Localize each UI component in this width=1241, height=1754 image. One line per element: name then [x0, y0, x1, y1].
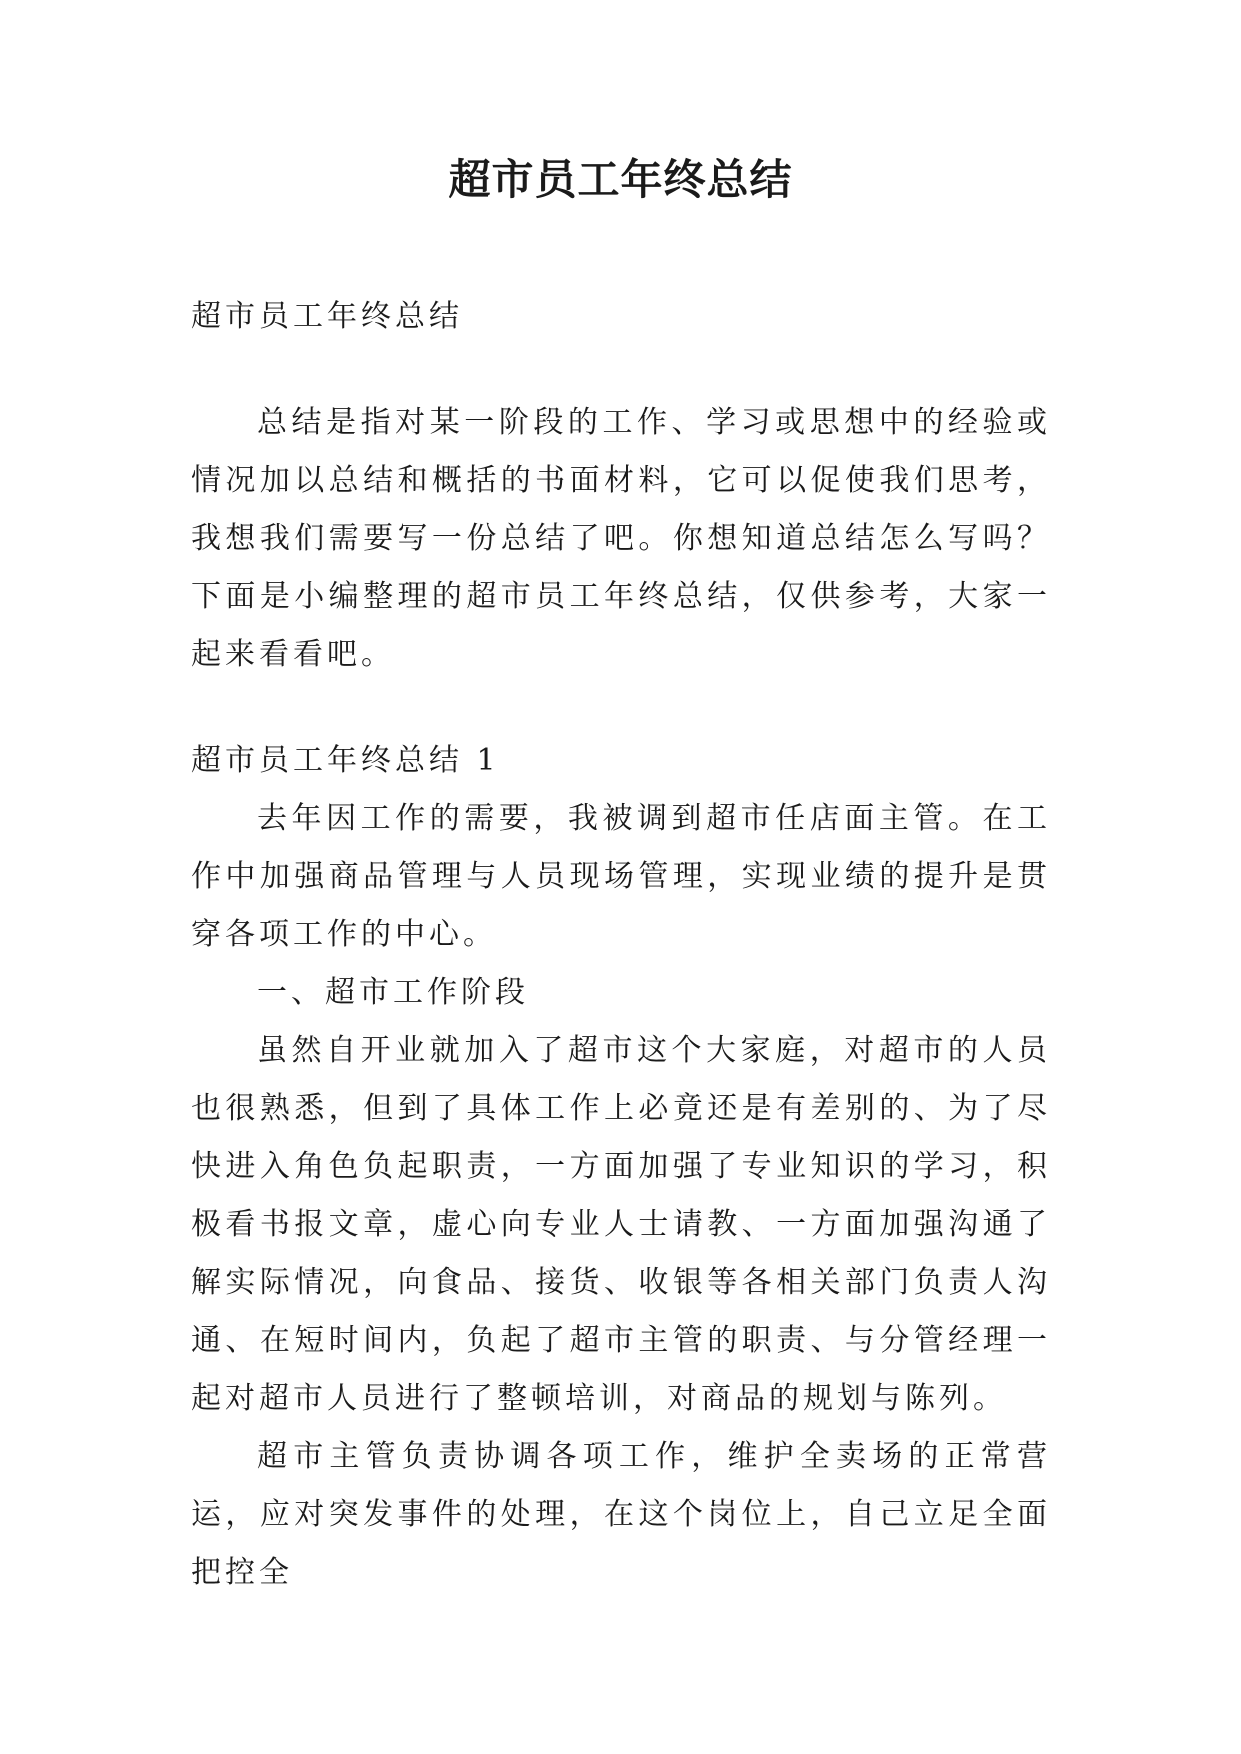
body-paragraph: 虽然自开业就加入了超市这个大家庭，对超市的人员也很熟悉，但到了具体工作上必竟还是有差别的、为了尽快进入角色负起职责，一方面加强了专业知识的学习，积极看书报文章，虚心向专业人士请教、一方面加强沟通了解实际情况，向食品、接货、收银等各相关部门负责人沟通、在短时间内，负起了超市主管的职责、与分管经理一起对超市人员进行了整顿培训，对商品的规划与陈列。 — [191, 1033, 1051, 1416]
document-body — [191, 288, 1051, 1602]
document-subtitle: 超市员工年终总结 — [191, 299, 463, 334]
body-paragraph: 去年因工作的需要，我被调到超市任店面主管。在工作中加强商品管理与人员现场管理，实现业绩的提升是贯穿各项工作的中心。 — [191, 801, 1051, 952]
section-title: 超市员工年终总结 1 — [191, 743, 500, 778]
document-title: 超市员工年终总结 — [448, 155, 793, 204]
intro-paragraph: 总结是指对某一阶段的工作、学习或思想中的经验或情况加以总结和概括的书面材料，它可以促使我们思考，我想我们需要写一份总结了吧。你想知道总结怎么写吗？下面是小编整理的超市员工年终总结，仅供参考，大家一起来看看吧。 — [191, 405, 1051, 672]
section-heading: 一、超市工作阶段 — [257, 975, 529, 1010]
body-paragraph: 超市主管负责协调各项工作，维护全卖场的正常营运，应对突发事件的处理，在这个岗位上，自己立足全面把控全 — [191, 1439, 1051, 1590]
